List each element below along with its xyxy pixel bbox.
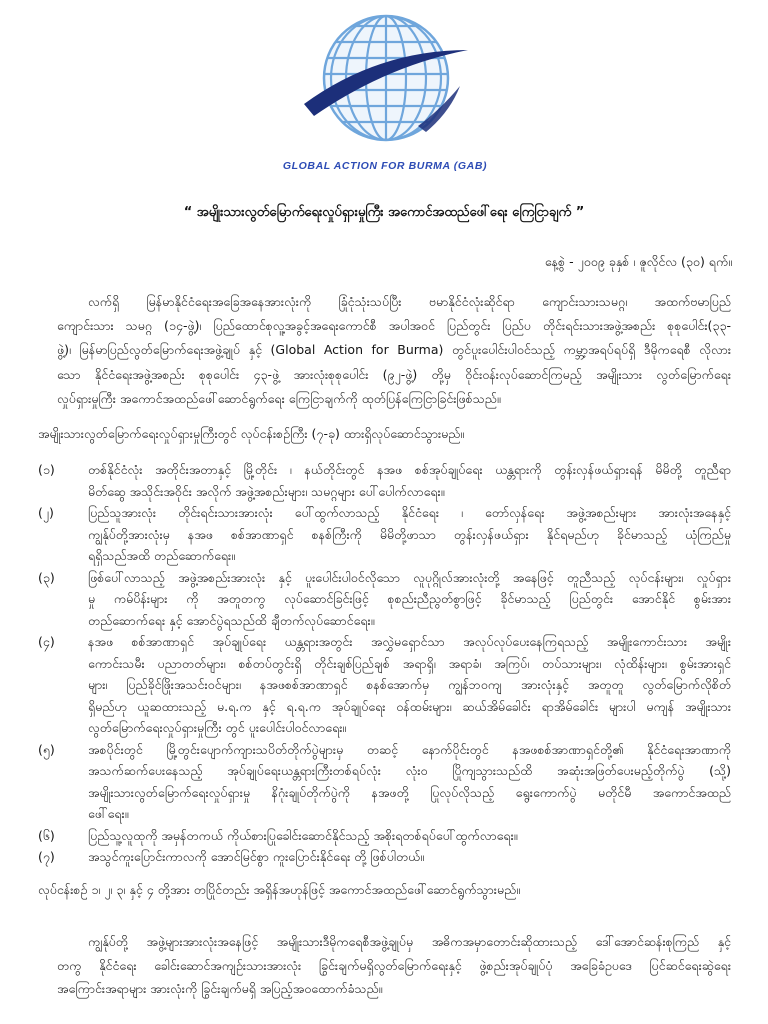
process-number: (၃) bbox=[38, 569, 55, 585]
process-line: အမျိုးသားလွတ်မြောက်ရေးလှုပ်ရှားမှု နိဂုံးချုပ်တိုက်ပွဲကို နအဖတို့ ပြုလုပ်လိုသည့် ရွေးကောက်ပွဲ မတိုင်မီ အကောင်အထည် bbox=[88, 784, 731, 800]
document-date: နေ့စွဲ - ၂၀၀၉ ခုနှစ် ၊ ဇူလိုင်လ (၃၀) ရက်။ bbox=[544, 254, 732, 269]
process-line: ဖြစ်ပေါ်လာသည့် အဖွဲ့အစည်းအားလုံး နှင့် ပူးပေါင်းပါဝင်လိုသော လူပုဂ္ဂိုလ်အားလုံးတို့ အနေဖြင့် တူညီသည့် လုပ်ငန်းများ၊ လှုပ်ရှား bbox=[88, 569, 731, 585]
process-line: နအဖ စစ်အာဏာရှင် အုပ်ချုပ်ရေး ယန္တရားအတွင်း အလွှဲမရှောင်သာ အလုပ်လုပ်ပေးနေကြရသည့် အမျိုးကောင်းသား အမျိုး bbox=[88, 634, 731, 649]
support-line: တကွ နိုင်ငံရေး ခေါင်းဆောင်အကျဉ်းသားအားလုံး ခြွင်းချက်မရှိလွတ်မြောက်ရေးနှင့် ဖွဲ့စည်းအုပ်ချုပ်ပုံ အခြေခံဥပဒေ ပြင်ဆင်ရေးဆွဲရေး bbox=[57, 957, 731, 973]
process-item bbox=[38, 825, 731, 847]
process-line: မှု ကမ်ပိန်းများ ကို အတူတကွ လုပ်ဆောင်ခြင်းဖြင့် စုစည်းညီညွတ်စွာဖြင့် ခိုင်မာသည့် ပြည်တွင်း အောင်နိုင် စွမ်းအား bbox=[88, 591, 731, 606]
process-line: မိတ်ဆွေ အသိုင်းအဝိုင်း အလိုက် အဖွဲ့အစည်းများ၊ သမဂ္ဂများ ပေါ်ပေါက်လာရေး။ bbox=[88, 483, 445, 499]
support-line: ကျွန်ုပ်တို့ အဖွဲ့များအားလုံးအနေဖြင့် အမျိုးသားဒီမိုကရေစီအဖွဲ့ချုပ်မှ အဓိကအမှာတောင်းဆိုထားသည့် ဒေါ်အောင်ဆန်းစုကြည် နှင့် bbox=[88, 934, 731, 949]
process-item bbox=[38, 502, 731, 567]
process-line: ကျွန်ုပ်တို့အားလုံးမှ နအဖ စစ်အာဏာရှင် စနစ်ကြီးကို မိမိတို့ဖာသာ တွန်းလှန်ဖယ်ရှား နိုင်ရမည်ဟု ခိုင်မာသည့် ယုံကြည်မှု bbox=[88, 526, 731, 542]
process-line: တစ်နိုင်ငံလုံး အတိုင်းအတာနှင့် မြို့တိုင်း ၊ နယ်တိုင်းတွင် နအဖ စစ်အုပ်ချုပ်ရေး ယန္တရားကို တွန်းလှန်ဖယ်ရှားရန် မိမိတို့ တူညီရာ bbox=[88, 462, 731, 477]
process-line: တည်ဆောက်ရေး နှင့် အောင်ပွဲရသည်ထိ ချီတက်လုပ်ဆောင်ရေး။ bbox=[88, 612, 375, 628]
process-line: ရှိမည်ဟု ယူဆထားသည့် မ.ရ.က နှင့် ရ.ရ.က အုပ်ချုပ်ရေး ဝန်ထမ်းများ၊ ဆယ်အိမ်ခေါင်း ရာအိမ်ခေါင်း များပါ မကျန် အမျိုးသား bbox=[88, 698, 731, 714]
process-line: များ၊ ပြည်ခိုင်ဖြိုးအသင်းဝင်များ၊ နအဖစစ်အာဏာရှင် စနစ်အောက်မှ ကျွန်ဘဝကျ အားလုံးနှင့် အတူတူ လွတ်မြောက်လိုစိတ် bbox=[88, 677, 731, 692]
process-item bbox=[38, 631, 731, 739]
process-number: (၂) bbox=[38, 505, 54, 520]
intro-paragraph bbox=[57, 290, 731, 411]
process-line: ပြည်သူအားလုံး တိုင်းရင်းသားအားလုံး ပေါ်ထွက်လာသည့် နိုင်ငံရေး ၊ တော်လှန်ရေး အဖွဲ့အစည်းများ အားလုံးအနေနှင့် bbox=[88, 505, 731, 520]
process-line: လွတ်မြောက်ရေးလှုပ်ရှားမှုကြီး တွင် ပူးပေါင်းပါဝင်လာရေး။ bbox=[88, 720, 347, 735]
intro-line: ဖွဲ့)၊ မြန်မာပြည်လွတ်မြောက်ရေးအဖွဲ့ချုပ် နှင့် (Global Action for Burma) တွင်ပူးပေါင်းပါဝင်သည့် ကမ္ဘာ့အရပ်ရပ်ရှိ ဒီမိုကရေစီ လိုလား bbox=[57, 342, 731, 358]
process-number: (၅) bbox=[38, 741, 55, 757]
process-line: ဖေါ်ရေး။ bbox=[88, 806, 129, 821]
process-line: အစပိုင်းတွင် မြို့တွင်းပျောက်ကျားသပိတ်တိုက်ပွဲများမှ တဆင့် နောက်ပိုင်းတွင် နအဖစစ်အာဏာရှင်တို့၏ နိုင်ငံရေးအာဏာကို bbox=[88, 741, 731, 757]
support-paragraph bbox=[57, 930, 731, 1001]
process-number: (၁) bbox=[38, 462, 55, 477]
process-item bbox=[38, 739, 731, 825]
process-line: ပြည်သူ့လူထုကို အမှန်တကယ် ကိုယ်စားပြုခေါင်းဆောင်နိုင်သည့် အစိုးရတစ်ရပ်ပေါ်ထွက်လာရေး။ bbox=[88, 827, 518, 843]
document-title: “ အမျိုးသားလွတ်မြောက်ရေးလှုပ်ရှားမှုကြီး အကောင်အထည်ဖေါ်ရေး ကြေငြာချက် ” bbox=[183, 205, 585, 220]
process-intro: အမျိုးသားလွတ်မြောက်ရေးလှုပ်ရှားမှုကြီးတွင် လုပ်ငန်းစဉ်ကြီး (၇-ခု) ထားရှိလုပ်ဆောင်သွားမည်။ bbox=[38, 426, 465, 441]
process-number: (၇) bbox=[38, 849, 55, 864]
timing-statement: လုပ်ငန်းစဉ် ၁၊ ၂၊ ၃၊ နှင့် ၄ တို့အား တပြိုင်တည်း အရှိန်အဟုန်ဖြင့် အကောင်အထည်ဖေါ်ဆောင်ရွက်သွားမည်။ bbox=[38, 882, 520, 897]
logo-org-name: GLOBAL ACTION FOR BURMA (GAB) bbox=[282, 160, 488, 172]
process-item bbox=[38, 846, 731, 868]
intro-line: ကျောင်းသား သမဂ္ဂ (၁၄-ဖွဲ့)၊ ပြည်ထောင်စုလူ့အခွင့်အရေးကောင်စီ အပါအဝင် ပြည်တွင်း ပြည်ပ တိုင်းရင်းသားအဖွဲ့အစည်း စုစုပေါင်း(၃၃- bbox=[57, 318, 731, 334]
process-line: ကောင်းသမီး ပညာတတ်များ၊ စစ်တပ်တွင်းရှိ တိုင်းချစ်ပြည်ချစ် အရာရှိ၊ အရာခံ၊ အကြပ်၊ တပ်သားများ၊ လုံထိန်းများ၊ စွမ်းအားရှင် bbox=[88, 655, 731, 671]
intro-line: လှုပ်ရှားမှုကြီး အကောင်အထည်ဖေါ်ဆောင်ရွက်ရေး ကြေငြာချက်ကို ထုတ်ပြန်ကြေငြာခြင်းဖြစ်သည်။ bbox=[57, 390, 501, 406]
intro-line: လက်ရှိ မြန်မာနိုင်ငံရေးအခြေအနေအားလုံးကို ခြုံငုံသုံးသပ်ပြီး ဗမာနိုင်ငံလုံးဆိုင်ရာ ကျောင်းသားသမဂ္ဂ၊ အထက်ဗမာပြည် bbox=[88, 294, 731, 309]
process-line: ရရှိသည်အထိ တည်ဆောက်ရေး။ bbox=[88, 548, 235, 563]
process-line: အသွင်ကူးပြောင်းကာလကို အောင်မြင်စွာ ကူးပြောင်းနိုင်ရေး တို့ ဖြစ်ပါတယ်။ bbox=[88, 849, 425, 864]
process-list bbox=[38, 459, 731, 868]
support-line: အကြောင်းအရာများ အားလုံးကို ခြွင်းချက်မရှိ အပြည့်အဝထောက်ခံသည်။ bbox=[57, 981, 383, 996]
globe-icon bbox=[300, 6, 470, 154]
process-item bbox=[38, 567, 731, 632]
process-item bbox=[38, 459, 731, 502]
process-line: အသက်ဆက်ပေးနေသည့် အုပ်ချုပ်ရေးယန္တရားကြီးတစ်ရပ်လုံး လုံး၀ ပြိုကျသွားသည်ထိ အဆုံးအဖြတ်ပေးမည့်တိုက်ပွဲ (သို့) bbox=[88, 763, 731, 778]
process-number: (၄) bbox=[38, 634, 55, 649]
process-number: (၆) bbox=[38, 827, 55, 843]
intro-line: သော နိုင်ငံရေးအဖွဲ့အစည်း စုစုပေါင်း ၄၃-ဖွဲ့ အားလုံးစုစုပေါင်း (၉၂-ဖွဲ့) တို့မှ ဝိုင်းဝန်းလုပ်ဆောင်ကြမည့် အမျိုးသား လွတ်မြောက်ရေး bbox=[57, 366, 731, 382]
